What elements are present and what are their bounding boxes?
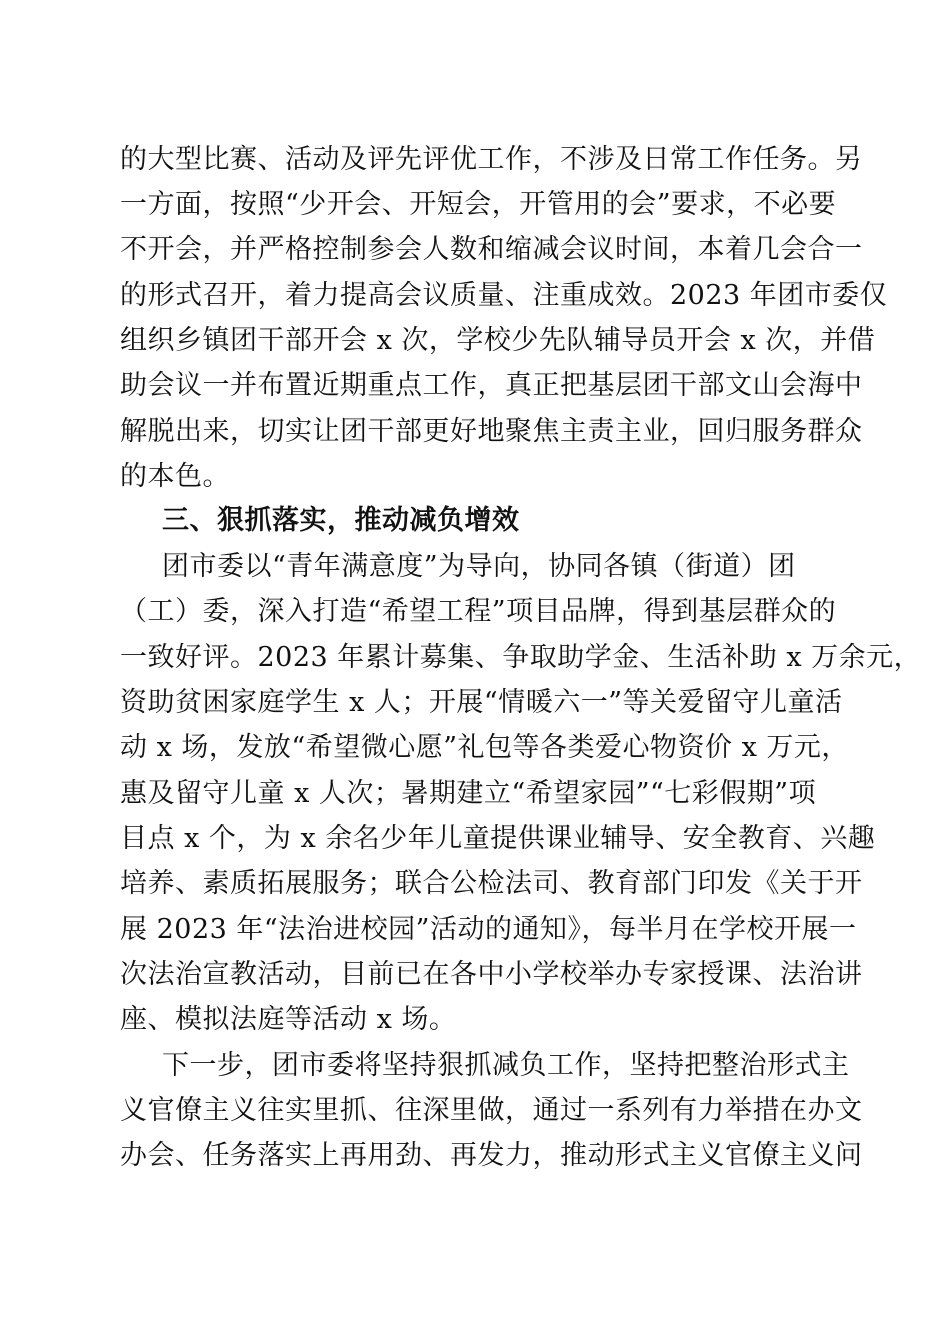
section-heading-3: 三、狠抓落实，推动减负增效 [162, 505, 520, 536]
paragraph-3-line-2: 义官僚主义往实里抓、往深里做，通过一系列有力举措在办文 [120, 1095, 863, 1126]
paragraph-2-line-6: 惠及留守儿童 x 人次；暑期建立“希望家园”“七彩假期”项 [120, 778, 817, 809]
paragraph-1-line-6: 助会议一并布置近期重点工作，真正把基层团干部文山会海中 [120, 370, 863, 401]
paragraph-3-line-1: 下一步，团市委将坚持狠抓减负工作，坚持把整治形式主 [162, 1050, 850, 1081]
paragraph-1-line-3: 不开会，并严格控制参会人数和缩减会议时间，本着几会合一 [120, 234, 863, 265]
paragraph-1-line-4: 的形式召开，着力提高会议质量、注重成效。2023 年团市委仅 [120, 280, 888, 311]
paragraph-1-line-5: 组织乡镇团干部开会 x 次，学校少先队辅导员开会 x 次，并借 [120, 325, 876, 356]
paragraph-2-line-3: 一致好评。2023 年累计募集、争取助学金、生活补助 x 万余元， [120, 642, 922, 673]
paragraph-2-line-2: （工）委，深入打造“希望工程”项目品牌，得到基层群众的 [120, 596, 837, 627]
paragraph-1-line-8: 的本色。 [120, 461, 230, 492]
paragraph-2-line-8: 培养、素质拓展服务；联合公检法司、教育部门印发《关于开 [120, 868, 863, 899]
paragraph-1-line-1: 的大型比赛、活动及评先评优工作，不涉及日常工作任务。另 [120, 144, 863, 175]
paragraph-1-line-7: 解脱出来，切实让团干部更好地聚焦主责主业，回归服务群众 [120, 416, 863, 447]
paragraph-2-line-1: 团市委以“青年满意度”为导向，协同各镇（街道）团 [162, 551, 796, 582]
paragraph-2-line-11: 座、模拟法庭等活动 x 场。 [120, 1004, 457, 1035]
paragraph-2-line-5: 动 x 场，发放“希望微心愿”礼包等各类爱心物资价 x 万元， [120, 732, 849, 763]
paragraph-2-line-4: 资助贫困家庭学生 x 人；开展“情暖六一”等关爱留守儿童活 [120, 687, 843, 718]
paragraph-2-line-10: 次法治宣教活动，目前已在各中小学校举办专家授课、法治讲 [120, 959, 863, 990]
paragraph-1-line-2: 一方面，按照“少开会、开短会，开管用的会”要求，不必要 [120, 189, 837, 220]
paragraph-2-line-9: 展 2023 年“法治进校园”活动的通知》，每半月在学校开展一 [120, 914, 857, 945]
paragraph-3-line-3: 办会、任务落实上再用劲、再发力，推动形式主义官僚主义问 [120, 1140, 863, 1171]
paragraph-2-line-7: 目点 x 个，为 x 余名少年儿童提供课业辅导、安全教育、兴趣 [120, 823, 876, 854]
